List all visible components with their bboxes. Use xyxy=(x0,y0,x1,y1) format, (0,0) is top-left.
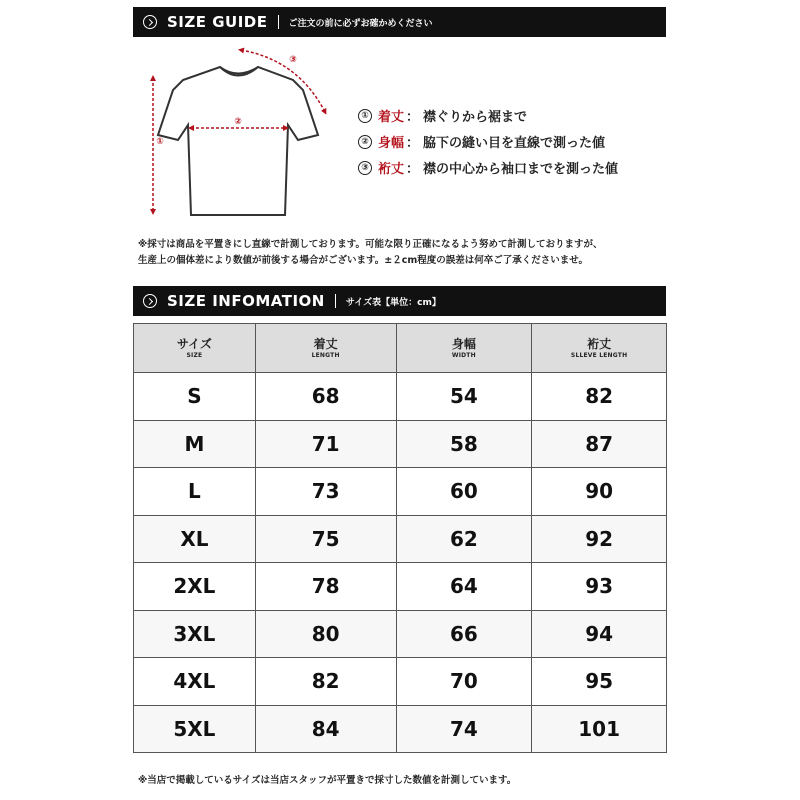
table-row xyxy=(134,468,667,516)
diagram-label-length: ① xyxy=(156,137,164,147)
cell-sleeve: 94 xyxy=(532,610,667,658)
table-row xyxy=(134,420,667,468)
cell-size: M xyxy=(134,420,256,468)
cell-width: 66 xyxy=(396,610,532,658)
measurement-note xyxy=(138,237,602,269)
legend-desc: 襟の中心から袖口までを測った値 xyxy=(423,162,619,177)
chevron-right-icon xyxy=(143,15,157,29)
cell-length: 75 xyxy=(255,515,396,563)
cell-size: 4XL xyxy=(134,658,256,706)
tshirt-diagram-icon xyxy=(133,40,343,225)
size-guide-title: SIZE GUIDE xyxy=(167,13,268,31)
cell-sleeve: 93 xyxy=(532,563,667,611)
cell-sleeve: 87 xyxy=(532,420,667,468)
header-size: サイズ SIZE xyxy=(134,324,256,373)
size-info-title: SIZE INFOMATION xyxy=(167,292,325,310)
bar-divider xyxy=(335,294,336,308)
legend-number: ③ xyxy=(358,161,372,175)
cell-width: 70 xyxy=(396,658,532,706)
cell-width: 60 xyxy=(396,468,532,516)
cell-length: 82 xyxy=(255,658,396,706)
legend-desc: 脇下の縫い目を直線で測った値 xyxy=(423,136,606,151)
legend-item-length: ① 着丈 ： 襟ぐりから裾まで xyxy=(358,106,527,125)
cell-sleeve: 82 xyxy=(532,373,667,421)
size-info-bar xyxy=(133,286,666,316)
measurement-note-line2: 生産上の個体差により数値が前後する場合がございます。±２cm程度の誤差は何卒ご了承くださいませ。 xyxy=(138,255,588,266)
cell-width: 74 xyxy=(396,705,532,753)
cell-size: L xyxy=(134,468,256,516)
chevron-right-icon xyxy=(143,294,157,308)
cell-sleeve: 92 xyxy=(532,515,667,563)
legend-term: 裄丈 xyxy=(378,162,405,177)
legend-term: 身幅 xyxy=(378,136,405,151)
table-row xyxy=(134,658,667,706)
legend-item-sleeve: ③ 裄丈 ： 襟の中心から袖口までを測った値 xyxy=(358,158,618,177)
size-info-subtitle: サイズ表【単位：cm】 xyxy=(345,297,441,308)
header-width: 身幅 WIDTH xyxy=(396,324,532,373)
legend-term: 着丈 xyxy=(378,110,405,125)
table-row xyxy=(134,563,667,611)
cell-size: S xyxy=(134,373,256,421)
measurement-note-line1: ※採寸は商品を平置きにし直線で計測しております。可能な限り正確になるよう努めて計測しておりますが、 xyxy=(138,239,603,250)
legend-number: ① xyxy=(358,109,372,123)
diagram-label-width: ② xyxy=(234,117,242,127)
diagram-label-sleeve: ③ xyxy=(289,55,297,65)
footer-note: ※当店で掲載しているサイズは当店スタッフが平置きで採寸した数値を計測しています。 xyxy=(138,775,517,786)
size-guide-bar xyxy=(133,7,666,37)
cell-length: 68 xyxy=(255,373,396,421)
cell-sleeve: 95 xyxy=(532,658,667,706)
table-row xyxy=(134,610,667,658)
table-row xyxy=(134,705,667,753)
bar-divider xyxy=(278,15,279,29)
cell-length: 78 xyxy=(255,563,396,611)
legend-number: ② xyxy=(358,135,372,149)
cell-size: 3XL xyxy=(134,610,256,658)
size-guide-subtitle: ご注文の前に必ずお確かめください xyxy=(288,18,433,29)
legend-item-width: ② 身幅 ： 脇下の縫い目を直線で測った値 xyxy=(358,132,605,151)
cell-length: 84 xyxy=(255,705,396,753)
cell-size: XL xyxy=(134,515,256,563)
header-length: 着丈 LENGTH xyxy=(255,324,396,373)
header-sleeve-length: 裄丈 SLLEVE LENGTH xyxy=(532,324,667,373)
legend-desc: 襟ぐりから裾まで xyxy=(423,110,528,125)
cell-width: 58 xyxy=(396,420,532,468)
table-row xyxy=(134,373,667,421)
cell-size: 2XL xyxy=(134,563,256,611)
cell-width: 64 xyxy=(396,563,532,611)
cell-sleeve: 101 xyxy=(532,705,667,753)
cell-sleeve: 90 xyxy=(532,468,667,516)
cell-width: 54 xyxy=(396,373,532,421)
cell-length: 73 xyxy=(255,468,396,516)
cell-size: 5XL xyxy=(134,705,256,753)
cell-width: 62 xyxy=(396,515,532,563)
table-row xyxy=(134,515,667,563)
size-table xyxy=(133,323,667,753)
cell-length: 80 xyxy=(255,610,396,658)
cell-length: 71 xyxy=(255,420,396,468)
table-header-row xyxy=(134,324,667,373)
